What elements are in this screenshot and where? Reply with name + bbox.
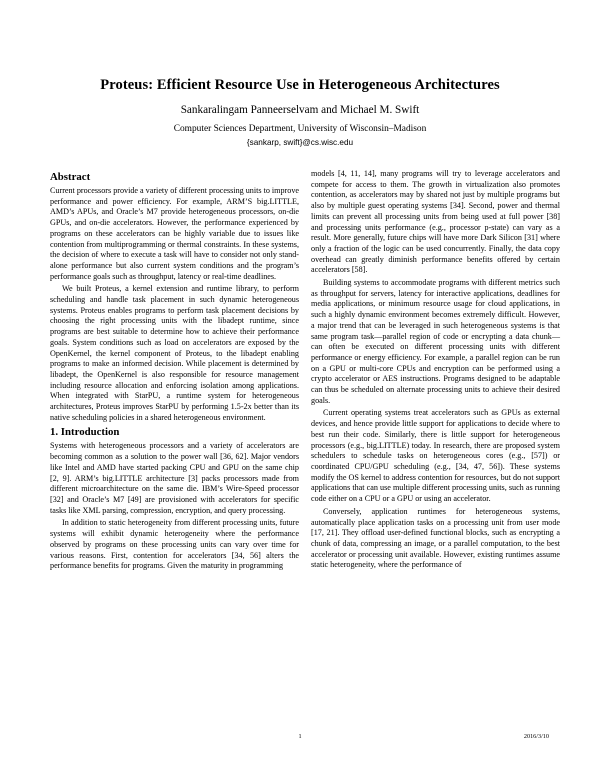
paper-title: Proteus: Efficient Resource Use in Heterogeneous Architectures [100,77,500,93]
intro-paragraph-3: models [4, 11, 14], many programs will try to leverage accelerators and compete for access to them. The growth in virtualization also promotes contention, as accelerators may by shared not just by multiple programs but also by multiple guest operating systems [34]. Second, power and thermal limits can prevent all processing units from being used at full power [38] and processing units performance (e.g., processor p-state) can vary as a result. More generally, future chips will have more Dark Silicon [31] where only a fraction of the logic can be used concurrently. Finally, the data copy overhead can greatly diminish performance benefits offered by certain accelerators [58]. [311,169,560,275]
footer-date: 2016/3/10 [523,733,549,740]
intro-paragraph-4: Building systems to accommodate programs with different metrics such as throughput for servers, latency for interactive applications, deadlines for media applications, or minimum resource usage for cloud applications, in such a highly dynamic environment becomes extremely difficult. However, a major trend that can be leveraged in such heterogeneous systems is that same program task—parallel region of code or encrypting a data chunk—can often be executed on different processing units with different performance or energy efficiency. For example, a parallel region can be run on a GPU or multi-core CPUs and encryption can be performed using a crypto accelerator or AES instructions. Programs designed to be adaptable can thus be scheduled on alternate processing units to achieve their desired goals. [311,278,560,405]
paper-email: {sankarp, swift}@cs.wisc.edu [246,138,354,147]
left-column [50,171,299,572]
intro-paragraph-5: Current operating systems treat accelerators such as GPUs as external devices, and hence provide little support for applications to decide where to best run their code. Similarly, there is little support for heterogeneous processors (e.g., big.LITTLE) today. In research, there are proposed system schedulers to schedule tasks on heterogeneous cores (e.g., [57]) or coordinated CPU/GPU scheduling (e.g., [34, 47, 56]). These systems modify the OS kernel to address contention for resources, but do not support applications that can use multiple different processing units, such as running code either on a CPU or a GPU or using an accelerator. [311,408,560,504]
abstract-paragraph-1: Current processors provide a variety of different processing units to improve performance and power efficiency. For example, ARM’S big.LITTLE, AMD’s APUs, and Oracle’s M7 provide heterogeneous processors, on-die GPUs, and on-die accelerators. However, the performance experienced by programs on these accelerators can be highly variable due to issues like contention from multiprogramming or thermal constraints. In these systems, the decision of where to execute a task will have to consider not only stand-alone performance but also current system conditions and the program’s performance goals such as throughput, latency or real-time deadlines. [50,186,299,281]
introduction-heading: 1. Introduction [50,426,120,439]
abstract-heading: Abstract [50,171,91,183]
page-number: 1 [298,733,302,740]
intro-paragraph-1: Systems with heterogeneous processors and a variety of accelerators are becoming common as a solution to the power wall [36, 62]. Major vendors like Intel and AMD have started packing CPU and GPU on the same chip [2, 9]. ARM’s big.LITTLE architecture [3] packs processors made from different microarchitecture on the same die. IBM’s Wire-Speed processor [32] and Oracle’s M7 [49] are provisioned with accelerators for specific tasks like XML parsing, compression, encryption, and query processing. [50,441,299,515]
paper-authors: Sankaralingam Panneerselvam and Michael M. Swift [180,104,420,116]
right-column [311,169,560,571]
intro-paragraph-2: In addition to static heterogeneity from different processing units, future systems will exhibit dynamic heterogeneity where the performance observed by programs on these processing units can vary over time for various reasons. First, contention for accelerators [34, 56] alters the performance benefits for programs. Given the maturity in programming [50,518,299,571]
abstract-paragraph-2: We built Proteus, a kernel extension and runtime library, to perform scheduling and handle task placement in such dynamic heterogeneous systems. Proteus enables programs to perform task placement decisions by choosing the right processing units with the libadept runtime, since programs are best suitable to determine how to achieve their performance goals. System conditions such as load on accelerators are exposed by the OpenKernel, the kernel component of Proteus, to the libadept enabling programs to make an informed decision. While placement is determined by libadept, the OpenKernel is also responsible for resource management including resource allocation and enforcing isolation among applications. When integrated with StarPU, a runtime system for heterogeneous architectures, Proteus improves StarPU by performing 1.5-2x better than its native scheduling policies in a shared heterogeneous environment. [50,284,299,422]
intro-paragraph-6: Conversely, application runtimes for heterogeneous systems, automatically place application tasks on a processing unit from user mode [17, 21]. They offload user-defined functional blocks, such as encrypting a chunk of data, compressing an image, or a parallel computation, to the best accelerator or processing unit available. However, existing runtimes assume static heterogeneity, where the performance of [311,506,560,570]
paper-affiliation: Computer Sciences Department, University of Wisconsin–Madison [173,124,427,134]
